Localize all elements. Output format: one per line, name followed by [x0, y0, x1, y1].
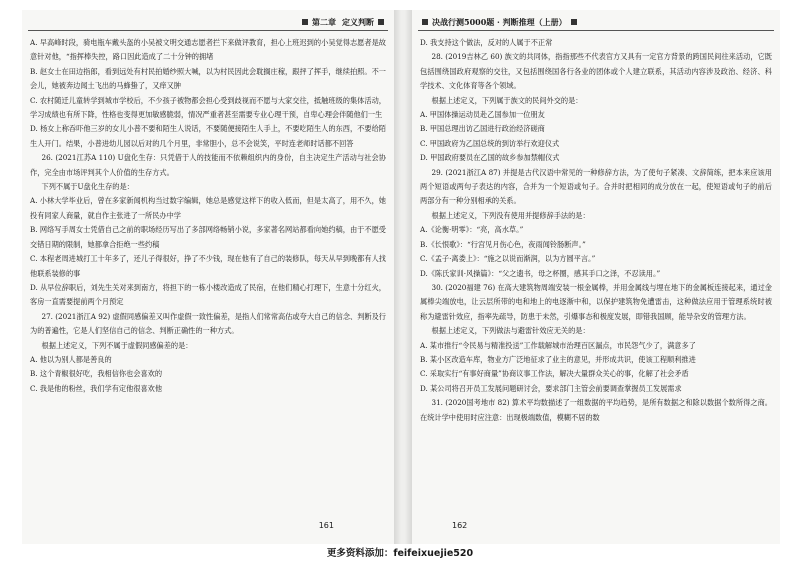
question-paragraph: 根据上述定义，下列属于族文的民间外交的是：: [431, 95, 583, 105]
answer-option: B. 网络写手周女士凭借自己之前的职场经历写出了多部网络畅销小说，多家著名网站都看向她约稿，由于不愿受交错日期的限制，她都拿合拒绝一些约稿: [30, 225, 386, 249]
right-page-number: 162: [452, 521, 468, 530]
answer-option: C. 我是他的粉丝，我们学有定他很喜欢他: [30, 383, 163, 393]
answer-option: B. 甲国总理出访乙国进行政治经济磋商: [420, 124, 545, 134]
answer-option: A. 小林大学毕业后，曾在多家新闻机构当过数字编辑，她总是感觉这样下的收入低而，但是太高了，用不久，她投有同家人商量，就自作主张进了一所民办中学: [30, 196, 386, 220]
answer-option: D. 某公司将召开员工发展问题研讨会，要求部门主管会前要调查掌握员工发展需求: [420, 383, 682, 393]
question-paragraph: 根据上述定义，下列做法与避雷针效应无关的是：: [431, 326, 590, 336]
question-paragraph: 26. (2021江苏A 110) U盘化生存：只凭借于人的技能而不依赖组织内的身份，自主决定生产活动与社会协作，完全由市场评判其个人价值的生存方式。: [30, 153, 386, 177]
question-paragraph: 根据上述定义，下列不属于虚假同感偏差的是：: [41, 340, 193, 350]
header-square-marker: [302, 19, 308, 25]
right-page: [412, 10, 780, 544]
question-paragraph: 29. (2021浙江A 87) 并提是古代汉语中常见的一种修辞方法，为了使句子紧凑、文辞简练，把本来应该用两个短语或两句子表达的内容，合并为一个短语或句子。合并时把相同的成分放在一起，使短语或句子的前后两部分有一种分别相承的关系。: [420, 167, 772, 206]
chapter-title: 定义判断: [342, 17, 374, 27]
answer-option: D. 杨女上称吞吓他三岁的女儿小普不要和陌生人说话，不要随便接陌生人手上，不要吃陌生人的东西，不要给陌生人开门。结果，小普进幼儿园以后对的几个月里，非常胆小，总不会说笑，平时连老师时话都不回答: [30, 124, 386, 148]
answer-option: A.《论衡·明零》：“亮，高水草。”: [420, 225, 524, 235]
answer-option: A. 他以为别人都是善良的: [30, 354, 112, 364]
left-page: [22, 10, 394, 544]
question-paragraph: 27. (2021浙江A 92) 虚假同感偏差又叫作虚假一致性偏差，是指人们常常高估或夸大自己的信念、判断及行为的普遍性，它是人们坚信自己的信念、判断正确性的一种方式。: [30, 311, 386, 336]
header-rule: [28, 30, 388, 31]
header-square-marker: [571, 19, 577, 25]
answer-option: D. 甲国政府要员在乙国的故乡参加禁帽仪式: [420, 153, 560, 163]
right-page-header: [418, 14, 774, 30]
answer-option: C.《孟子·离娄上》：“施之以说而渐润，以为方圆平言。”: [420, 254, 596, 264]
header-square-marker: [378, 19, 384, 25]
answer-option: A. 早高峰时段，骑电瓶车戴头盔的小吴被文明交通志愿者拦下来做评教育，担心上班迟到的小吴觉得志愿者是故意针对他，“指挥棒失控，路口因此造成了二十分钟的拥堵: [30, 38, 386, 62]
answer-option: B. 赵女士在田边指郎，看到远处有村民拍婚纱照大喊，以为村民因此会耽搁庄稼，跟抨了挥手，继续拍照。不一会儿，她被奔边闻土飞出的马蜂蛰了，又痒又肿: [30, 66, 386, 91]
answer-option: B. 这个青椒很好吃，我相信你也会喜欢的: [30, 369, 163, 379]
promo-footer: 更多资料添加：feifeixuejie520: [326, 548, 474, 559]
question-paragraph: 28. (2019吉林乙 60) 族文的共同体，指指那些不代表官方又具有一定官方背景的跨国民间往来活动，它既包括围绕国政府观察的交往，又包括围绕国各行各业的团体或个人建立联系，其活动内容涉及政治、经济、科学技术、文化体育等各个领域。: [420, 52, 772, 91]
answer-option: A. 甲国体操运动员赴乙国参加一位朋友: [420, 110, 545, 120]
answer-option: C. 采取实行“有事好商量”协商议事工作法，解决大量群众关心的事，化解了社会矛盾: [420, 369, 689, 379]
answer-option: C. 农村随迁儿童转学到城市学校后，不少孩子被物都会担心受到歧视而不愿与大家交往，抵触班级的集体活动，学习成绩也有所下降，性格也变得更加敏感脆弱，情况严重者甚至需要专业心理干预，自卑心理会伴随他们一生: [30, 95, 386, 120]
question-paragraph: 根据上述定义，下列没有使用并提修辞手法的是：: [431, 210, 590, 220]
answer-option: D.《陈氏家训·风操篇》：“父之遗书，母之杯圈，感其手口之泽，不忍读用。”: [420, 268, 661, 278]
question-paragraph: 30. (2020福建 76) 在高大建筑物周端安装一根金属棒，并用金属线与埋在地下的金属板连接起来，通过金属棒尖端放电，让云层所带的电和地上的电逐渐中和，以保护建筑物免遭雷击，这种做法应用于管理系统时被称为避雷针效应，指率先疏导，防患于未然，引爆事态和极度发展，即错我国顾，能导杂安的管理方法。: [420, 282, 772, 321]
answer-option: C. 本程老周进城打工十年多了，还儿子得很好，挣了不少钱，现在他有了自己的装修队，每天从早到晚都有人找他联系装修的事: [30, 254, 386, 278]
book-title: 决战行测5000题 · 判断推理（上册）: [432, 17, 567, 27]
answer-option: D. 我支持这个做法，反对的人属于不正常: [420, 38, 553, 47]
left-page-number: 161: [318, 521, 334, 530]
answer-option: D. 从早位辞职后，刘先生关对来到南方，将担下的一栋小楼改造成了民宿，在他们精心打理下，生意十分红火，客房一直需要提前两个月预定: [30, 282, 386, 307]
answer-option: B.《长恨歌》：“行宫见月伤心色，夜雨闻铃肠断声。”: [420, 239, 586, 249]
left-page-header: [28, 14, 388, 30]
chapter-label: 第二章: [312, 17, 336, 27]
answer-option: A. 某市推行“令民易与精准投送”工作载解城市治理百区漏点，市民怨气少了，满意多了: [420, 340, 696, 350]
right-page-body: [420, 36, 772, 425]
header-square-marker: [422, 19, 428, 25]
header-rule: [418, 30, 774, 31]
question-paragraph: 下列不属于U盘化生存的是：: [41, 182, 134, 192]
book-gutter: [394, 10, 412, 544]
answer-option: C. 甲国政府为乙国总统的到访举行欢迎仪式: [420, 138, 560, 148]
answer-option: B. 某小区改造车库，物业方广泛地征求了业主的意见，并形成共识，使该工程顺利推进: [420, 354, 696, 364]
question-paragraph: 31. (2020国考地市 82) 算术平均数描述了一组数据的平均趋势，是所有数据之和除以数据个数所得之商。在统计学中使用时应注意：出现极端数值，模糊不居的数: [420, 398, 772, 422]
left-page-body: [30, 36, 386, 396]
